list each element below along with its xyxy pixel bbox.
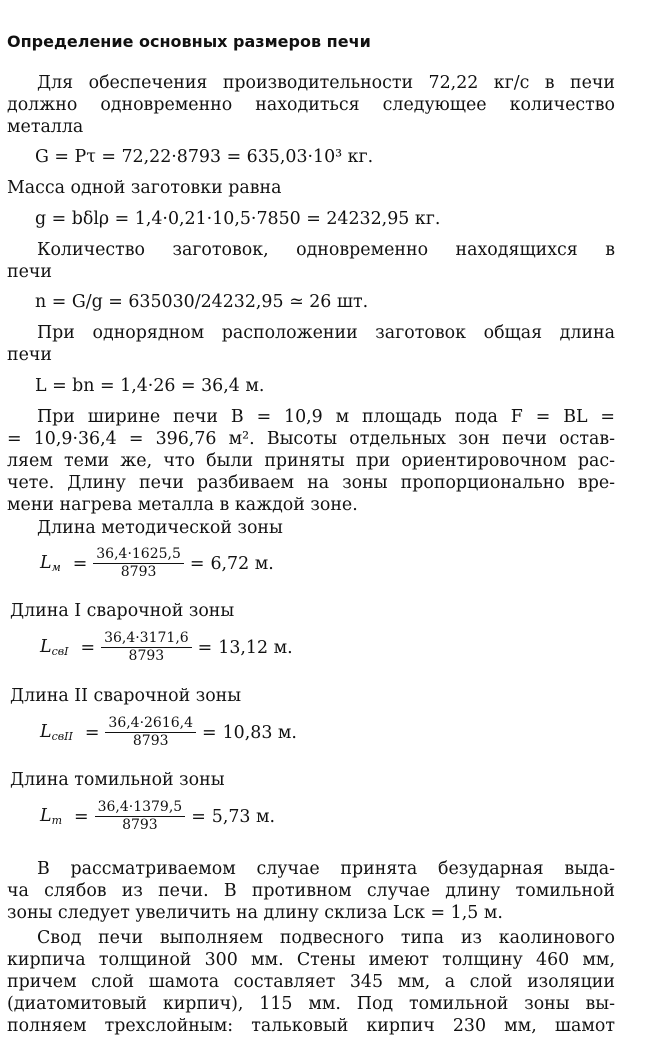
paragraph-line: кирпича толщиной 300 мм. Стены имеют толщину 460 мм,	[7, 950, 615, 970]
zone-label: Длина II сварочной зоны	[10, 686, 242, 706]
paragraph-line: В рассматриваемом случае принята безударная выда-	[37, 859, 615, 879]
paragraph-line: ча слябов из печи. В противном случае длину томильной	[7, 881, 615, 901]
paragraph-line: = 10,9·36,4 = 396,76 м². Высоты отдельных зон печи остав-	[7, 429, 615, 449]
zone-symbol: $L_{свI}$	[40, 637, 69, 658]
zone-formula: $L_{свI}$ = $\frac{36,4\cdot 3171,6}{8793}$ = 13,12 м.	[40, 630, 293, 664]
paragraph-line: зоны следует увеличить на длину склиза Lск = 1,5 м.	[7, 903, 503, 923]
paragraph-line: При однорядном расположении заготовок общая длина	[37, 323, 615, 343]
paragraph-line: печи	[7, 262, 52, 282]
zone-symbol: $L_т$	[40, 806, 62, 827]
zone-label: Длина томильной зоны	[10, 770, 225, 790]
zone-symbol: $L_{свII}$	[40, 722, 73, 743]
zone-formula: $L_т$ = $\frac{36,4\cdot 1379,5}{8793}$ = 5,73 м.	[40, 799, 276, 833]
paragraph-line: должно одновременно находиться следующее количество	[7, 95, 615, 115]
paragraph-line: металла	[7, 117, 84, 137]
zone-result: 13,12 м.	[218, 637, 293, 658]
zone-result: 10,83 м.	[222, 722, 297, 743]
paragraph-line: печи	[7, 345, 52, 365]
paragraph-line: Для обеспечения производительности 72,22 кг/с в печи	[37, 73, 615, 93]
equation-G: G = Pτ = 72,22·8793 = 635,03·10³ кг.	[35, 147, 374, 167]
zone-result: 5,73 м.	[211, 806, 276, 827]
paragraph-line: мени нагрева металла в каждой зоне.	[7, 495, 358, 515]
mass-label: Масса одной заготовки равна	[7, 178, 282, 198]
zone-symbol: $L_м$	[40, 553, 61, 574]
zone-result: 6,72 м.	[210, 553, 274, 574]
paragraph-line: полняем трехслойным: тальковый кирпич 230 мм, шамот	[7, 1016, 615, 1036]
equation-g: g = bδlρ = 1,4·0,21·10,5·7850 = 24232,95 кг.	[35, 209, 441, 229]
equation-L: L = bn = 1,4·26 = 36,4 м.	[35, 376, 265, 396]
paragraph-line: (диатомитовый кирпич), 115 мм. Под томильной зоны вы-	[7, 994, 615, 1014]
paragraph-line: При ширине печи B = 10,9 м площадь пода F = BL =	[37, 407, 615, 427]
section-title: Определение основных размеров печи	[7, 32, 371, 51]
zone-label: Длина методической зоны	[37, 518, 283, 538]
zone-label: Длина I сварочной зоны	[10, 601, 235, 621]
paragraph-line: Количество заготовок, одновременно находящихся в	[37, 240, 615, 260]
paragraph-line: чете. Длину печи разбиваем на зоны пропорционально вре-	[7, 473, 615, 493]
paragraph-line: причем слой шамота составляет 345 мм, а слой изоляции	[7, 972, 615, 992]
paragraph-line: Свод печи выполняем подвесного типа из каолинового	[37, 928, 615, 948]
equation-n: n = G/g = 635030/24232,95 ≃ 26 шт.	[35, 292, 369, 312]
paragraph-line: ляем теми же, что были приняты при ориентировочном рас-	[7, 451, 615, 471]
zone-formula: $L_{свII}$ = $\frac{36,4\cdot 2616,4}{8793}$ = 10,83 м.	[40, 715, 297, 749]
zone-formula: $L_м$ = $\frac{36,4\cdot 1625,5}{8793}$ = 6,72 м.	[40, 546, 274, 580]
